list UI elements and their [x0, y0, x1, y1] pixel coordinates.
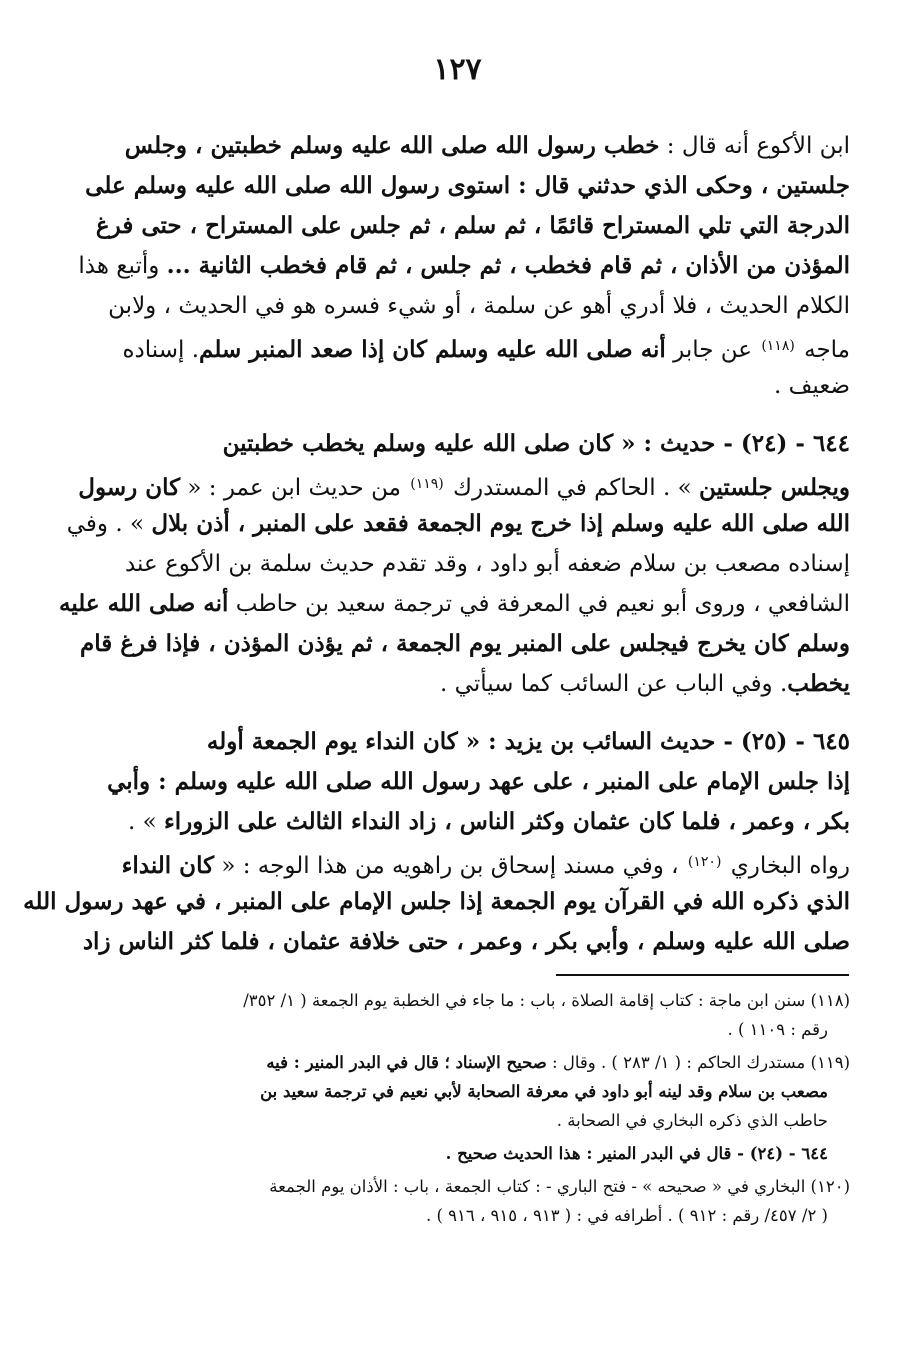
text-line	[88, 286, 850, 326]
text-line	[59, 584, 850, 624]
quoted-text: ٦٤٥ - (٢٥) - حديث السائب بن يزيد : «	[457, 728, 850, 755]
quoted-text: ويجلس جلستين	[698, 474, 850, 501]
text-line	[92, 1172, 850, 1201]
quoted-text: أنه صلى الله عليه	[59, 590, 229, 617]
quoted-text: الله صلى الله عليه وسلم إذا خرج يوم الجمعة فقعد على المنبر ، أذن بلال	[151, 510, 850, 537]
quoted-text: صحيح الإسناد ؛ قال في البدر المنير : فيه	[266, 1053, 547, 1072]
text-line	[23, 882, 850, 922]
text-line	[88, 326, 850, 366]
quoted-text: كان صلى الله عليه وسلم يخطب خطبتين	[222, 430, 614, 457]
text-run: ضعيف .	[774, 373, 850, 399]
text-line	[92, 1201, 850, 1230]
text-line	[88, 366, 850, 406]
quoted-text: أنه صلى الله عليه وسلم كان إذا صعد المنبر سلم	[199, 336, 666, 363]
text-line	[88, 802, 850, 842]
page-number: ١٢٧	[433, 52, 482, 87]
text-run: ، وفي مسند إسحاق بن راهويه من هذا الوجه : «	[214, 853, 686, 879]
text-run: الشافعي ، وروى أبو نعيم في المعرفة في ترجمة سعيد بن حاطب	[228, 591, 850, 617]
text-line	[85, 166, 850, 206]
quoted-text: كان النداء	[121, 852, 215, 879]
footnote-ref: (١١٩)	[410, 476, 444, 492]
text-run: (١١٩) مستدرك الحاكم : ( ١/ ٢٨٣ ) . وقال :	[546, 1053, 850, 1072]
text-run: رقم : ١١٠٩ ) .	[727, 1020, 828, 1039]
footnote	[92, 986, 850, 1044]
text-line	[92, 1048, 850, 1077]
quoted-text: وسلم كان يخرج فيجلس على المنبر يوم الجمعة ، ثم يؤذن المؤذن ، فإذا فرغ قام	[80, 630, 850, 657]
text-run: الكلام الحديث ، فلا أدري أهو عن سلمة ، أو شيء فسره هو في الحديث ، ولابن	[108, 293, 850, 319]
text-run: . إسناده	[122, 337, 200, 363]
text-run: (١١٨) سنن ابن ماجة : كتاب إقامة الصلاة ، باب : ما جاء في الخطبة يوم الجمعة ( ١/ ٣٥٢/	[243, 991, 850, 1010]
text-run: . وفي الباب عن السائب كما سيأتي .	[440, 671, 788, 697]
text-line	[88, 842, 850, 882]
text-line	[82, 922, 850, 962]
text-run: حاطب الذي ذكره البخاري في الصحابة .	[556, 1111, 828, 1130]
text-run: إسناده مصعب بن سلام ضعفه أبو داود ، وقد تقدم حديث سلمة بن الأكوع عند	[124, 551, 850, 577]
footnote-ref: (١١٨)	[761, 338, 795, 354]
footnote	[92, 1172, 850, 1230]
quoted-text: صلى الله عليه وسلم ، وأبي بكر ، وعمر ، حتى خلافة عثمان ، فلما كثر الناس زاد	[82, 928, 850, 955]
footnote	[92, 1139, 850, 1168]
text-run: ( ٢/ ٤٥٧/ رقم : ٩١٢ ) . أطرافه في : ( ٩١٣ ، ٩١٥ ، ٩١٦ ) .	[425, 1206, 828, 1225]
paragraph	[59, 424, 850, 704]
footnote-divider	[556, 974, 849, 976]
text-line	[78, 246, 850, 286]
quoted-text: ٦٤٤ - (٢٤) - قال في البدر المنير : هذا الحديث صحيح .	[445, 1144, 828, 1163]
paragraph	[78, 126, 850, 406]
text-line	[88, 762, 850, 802]
text-line	[88, 424, 850, 464]
quoted-text: إذا جلس الإمام على المنبر ، على عهد رسول الله صلى الله عليه وسلم : وأبي	[107, 768, 850, 795]
quoted-text: بكر ، وعمر ، فلما كان عثمان وكثر الناس ، زاد النداء الثالث على الزوراء	[163, 808, 850, 835]
quoted-text: الذي ذكره الله في القرآن يوم الجمعة إذا جلس الإمام على المنبر ، في عهد رسول الله	[23, 888, 850, 915]
main-text	[23, 126, 850, 962]
text-line	[88, 544, 850, 584]
text-run: وأتبع هذا	[78, 253, 167, 279]
paragraph	[23, 722, 850, 962]
quoted-text: ٦٤٤ - (٢٤) - حديث : «	[613, 430, 850, 457]
text-run: (١٢٠) البخاري في « صحيحه » - فتح الباري - : كتاب الجمعة ، باب : الأذان يوم الجمعة	[269, 1177, 850, 1196]
quoted-text: كان النداء يوم الجمعة أوله	[206, 728, 458, 755]
quoted-text: الدرجة التي تلي المستراح قائمًا ، ثم سلم ، ثم جلس على المستراح ، حتى فرغ	[95, 212, 850, 239]
text-line	[78, 464, 850, 504]
text-run: ماجه	[796, 337, 850, 363]
text-line	[92, 986, 850, 1015]
text-line	[92, 1015, 850, 1044]
quoted-text: المؤذن من الأذان ، ثم قام فخطب ، ثم جلس ، ثم قام فخطب الثانية ...	[166, 252, 850, 279]
text-run: » .	[127, 809, 164, 835]
text-run: رواه البخاري	[723, 853, 850, 879]
text-run: » . وفي	[66, 511, 152, 537]
text-line	[88, 126, 850, 166]
text-line	[88, 664, 850, 704]
footnote-ref: (١٢٠)	[687, 854, 722, 870]
footnote	[92, 1048, 850, 1135]
text-run: » . الحاكم في المستدرك	[445, 475, 699, 501]
text-run: من حديث ابن عمر : «	[180, 475, 409, 501]
text-line	[66, 504, 850, 544]
quoted-text: مصعب بن سلام وقد لينه أبو داود في معرفة الصحابة لأبي نعيم في ترجمة سعيد بن	[260, 1082, 828, 1101]
footnotes	[92, 986, 850, 1234]
quoted-text: خطب رسول الله صلى الله عليه وسلم خطبتين ، وجلس	[124, 132, 660, 159]
text-line	[88, 722, 850, 762]
text-run: ابن الأكوع أنه قال :	[659, 133, 850, 159]
quoted-text: يخطب	[787, 670, 850, 697]
text-line	[88, 206, 850, 246]
text-run: عن جابر	[665, 337, 760, 363]
text-line	[92, 1106, 850, 1135]
text-line	[92, 1077, 850, 1106]
text-line	[80, 624, 850, 664]
quoted-text: جلستين ، وحكى الذي حدثني قال : استوى رسول الله صلى الله عليه وسلم على	[85, 172, 850, 199]
text-line	[92, 1139, 850, 1168]
quoted-text: كان رسول	[78, 474, 181, 501]
